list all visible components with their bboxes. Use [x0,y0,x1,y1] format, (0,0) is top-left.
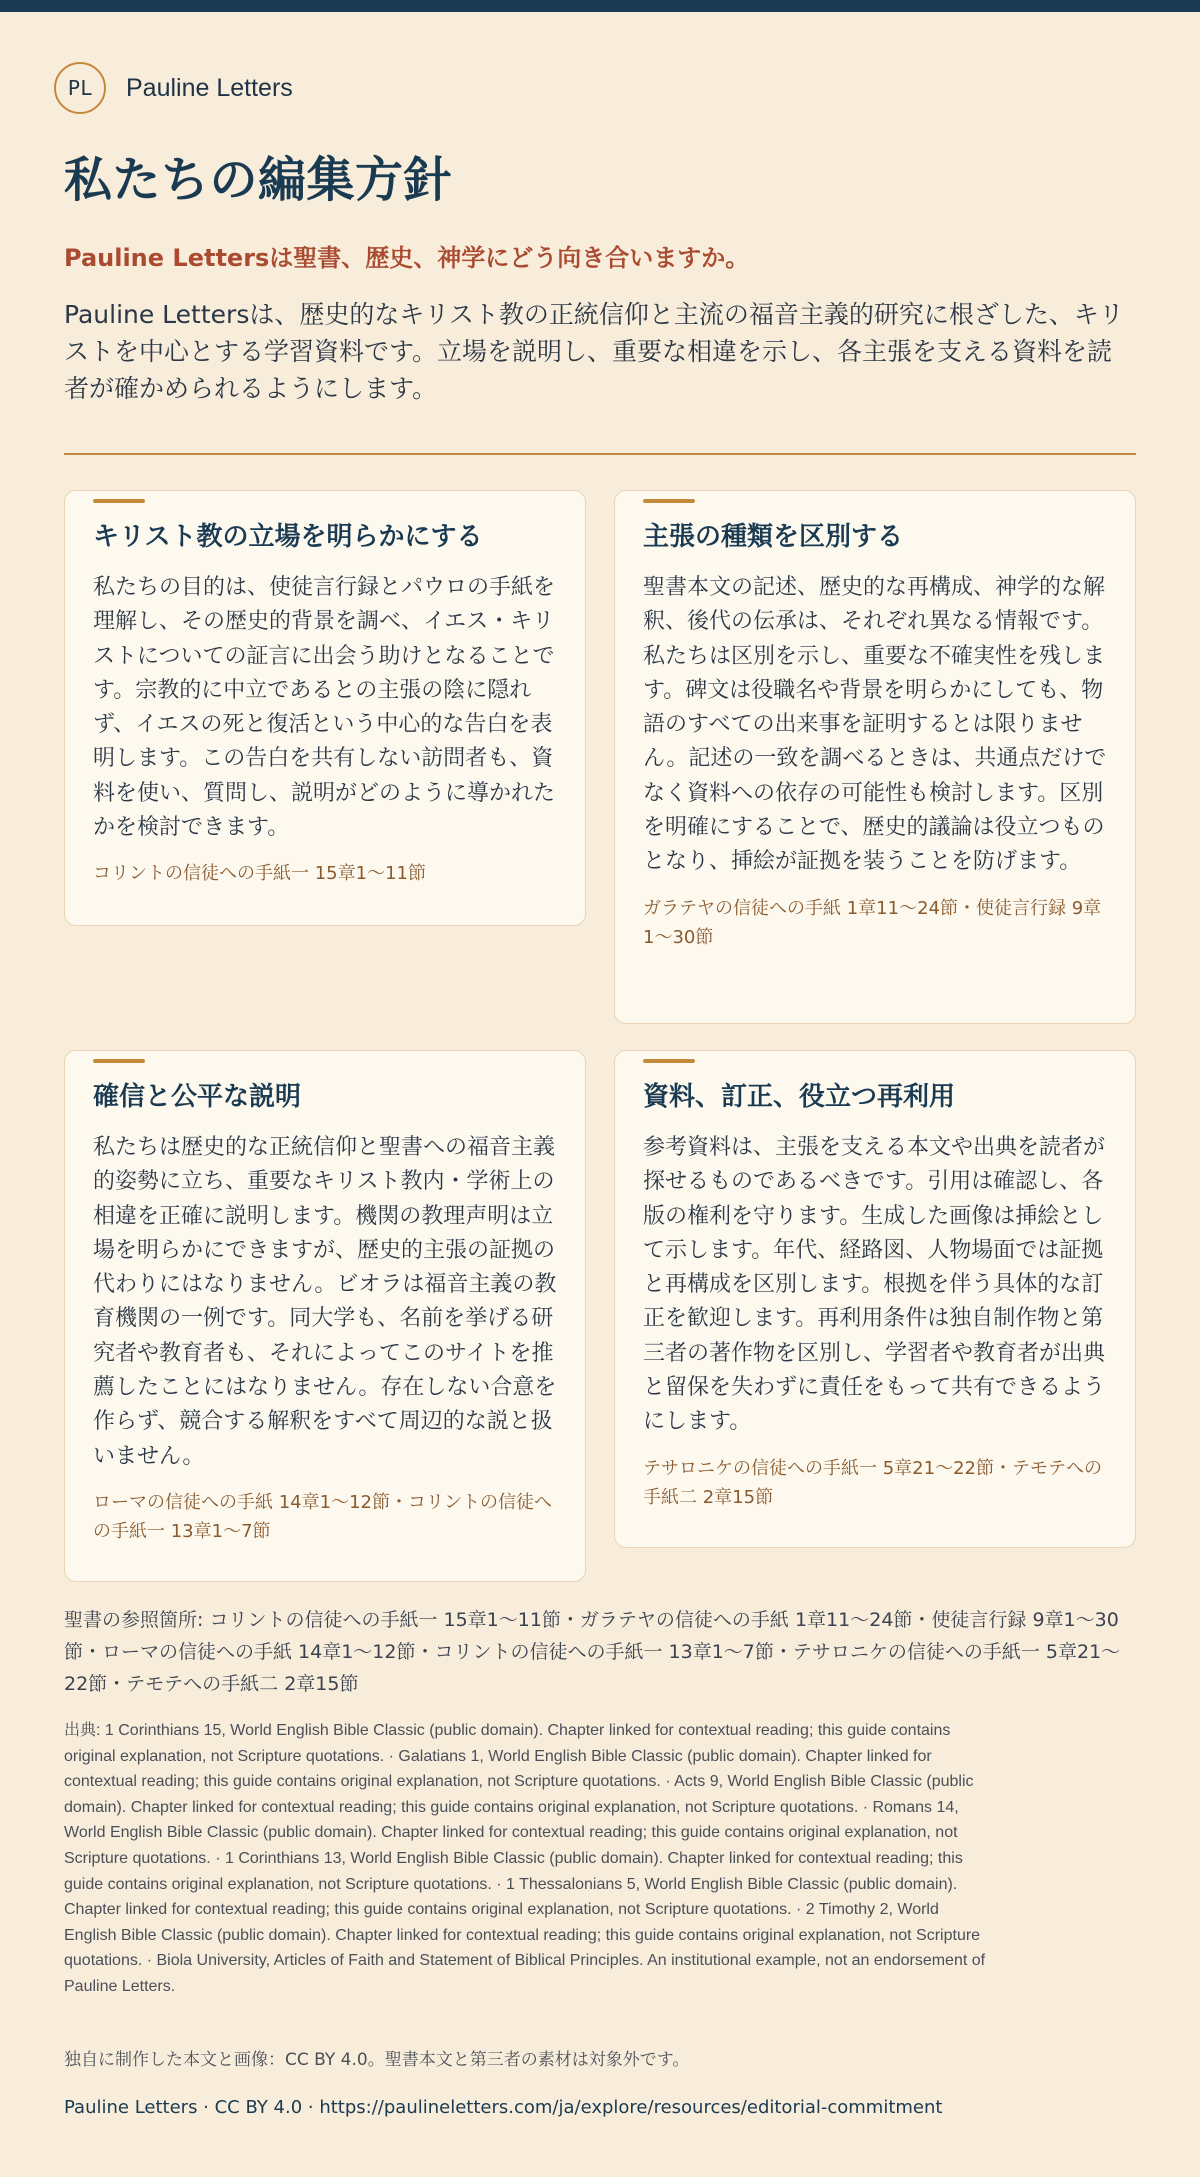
card-body: 参考資料は、主張を支える本文や出典を読者が探せるものであるべきです。引用は確認し、各版の権利を守ります。生成した画像は挿絵として示します。年代、経路図、人物場面では証拠と再構成を区別します。根拠を伴う具体的な訂正を歓迎します。再利用条件は独自制作物と第三者の著作物を区別し、学習者や教育者が出典と留保を失わずに責任をもって共有できるようにします。 [643,1135,1106,1435]
card-title: 主張の種類を区別する [643,522,904,552]
policy-card [64,1050,586,1582]
brand-name: Pauline Letters [126,73,293,102]
sources-list: 出典: 1 Corinthians 15, World English Bible Classic (public domain). Chapter linked for contextual reading; this guide contains original explanation, not Scripture quotations. · Galatians 1, World English Bible Classic (public domain). Chapter linked for contextual reading; this guide contains original explanation, not Scripture quotations. · Acts 9, World English Bible Classic (public domain). Chapter linked for contextual reading; this guide contains original explanation, not Scripture quotations. · Romans 14, World English Bible Classic (public domain). Chapter linked for contextual reading; this guide contains original explanation, not Scripture quotations. · 1 Corinthians 13, World English Bible Classic (public domain). Chapter linked for contextual reading; this guide contains original explanation, not Scripture quotations. · 1 Thessalonians 5, World English Bible Classic (public domain). Chapter linked for contextual reading; this guide contains original explanation, not Scripture quotations. · 2 Timothy 2, World English Bible Classic (public domain). Chapter linked for contextual reading; this guide contains original explanation, not Scripture quotations. · Biola University, Articles of Faith and Statement of Biblical Principles. An institutional example, not an endorsement of Pauline Letters. [64,1722,986,1995]
card-accent-line [93,499,145,503]
intro-paragraph: Pauline Lettersは、歴史的なキリスト教の正統信仰と主流の福音主義的研究に根ざした、キリストを中心とする学習資料です。立場を説明し、重要な相違を示し、各主張を支える資料を読者が確かめられるようにします。 [64,300,1124,403]
card-references: ローマの信徒への手紙 14章1〜12節・コリントの信徒への手紙一 13章1〜7節 [93,1491,552,1542]
card-body: 聖書本文の記述、歴史的な再構成、神学的な解釈、後代の伝承は、それぞれ異なる情報です。私たちは区別を示し、重要な不確実性を残します。碑文は役職名や背景を明らかにしても、物語のすべての出来事を証明するとは限りません。記述の一致を調べるときは、共通点だけでなく資料への依存の可能性も検討します。区別を明確にすることで、歴史的議論は役立つものとなり、挿絵が証拠を装うことを防げます。 [643,575,1107,875]
policy-card [614,1050,1136,1548]
policy-card [614,490,1136,1024]
brand-logo: PL [54,62,106,114]
card-references: ガラテヤの信徒への手紙 1章11〜24節・使徒言行録 9章1〜30節 [643,897,1102,948]
card-title: キリスト教の立場を明らかにする [93,522,483,552]
license-note: 独自に制作した本文と画像：CC BY 4.0。聖書本文と第三者の素材は対象外です。 [64,2050,690,2070]
brand-home-link[interactable] [54,62,293,114]
card-accent-line [643,499,695,503]
footer-text: Pauline Letters · CC BY 4.0 · https://paulineletters.com/ja/explore/resources/editorial-commitment [64,2097,943,2118]
card-accent-line [93,1059,145,1063]
card-body: 私たちは歴史的な正統信仰と聖書への福音主義的姿勢に立ち、重要なキリスト教内・学術上の相違を正確に説明します。機関の教理声明は立場を明らかにできますが、歴史的主張の証拠の代わりにはなりません。ビオラは福音主義の教育機関の一例です。同大学も、名前を挙げる研究者や教育者も、それによってこのサイトを推薦したことにはなりません。存在しない合意を作らず、競合する解釈をすべて周辺的な説と扱いません。 [93,1135,557,1469]
card-accent-line [643,1059,695,1063]
card-references: テサロニケの信徒への手紙一 5章21〜22節・テモテへの手紙二 2章15節 [643,1457,1102,1508]
card-title: 資料、訂正、役立つ再利用 [643,1082,956,1112]
page-subtitle: Pauline Lettersは聖書、歴史、神学にどう向き合いますか。 [64,244,750,272]
card-title: 確信と公平な説明 [93,1082,302,1112]
scripture-references: 聖書の参照箇所: コリントの信徒への手紙一 15章1〜11節・ガラテヤの信徒への手紙 1章11〜24節・使徒言行録 9章1〜30節・ローマの信徒への手紙 14章1〜12節・コリントの信徒への手紙一 13章1〜7節・テサロニケの信徒への手紙一 5章21〜22節・テモテへの手紙二 2章15節 [64,1609,1121,1695]
top-accent-bar [0,0,1200,12]
card-references: コリントの信徒への手紙一 15章1〜11節 [93,863,426,885]
card-body: 私たちの目的は、使徒言行録とパウロの手紙を理解し、その歴史的背景を調べ、イエス・キリストについての証言に出会う助けとなることです。宗教的に中立であるとの主張の陰に隠れず、イエスの死と復活という中心的な告白を表明します。この告白を共有しない訪問者も、資料を使い、質問し、説明がどのように導かれたかを検討できます。 [93,575,556,841]
section-divider [64,453,1136,455]
page-title: 私たちの編集方針 [64,152,453,208]
policy-card [64,490,586,926]
